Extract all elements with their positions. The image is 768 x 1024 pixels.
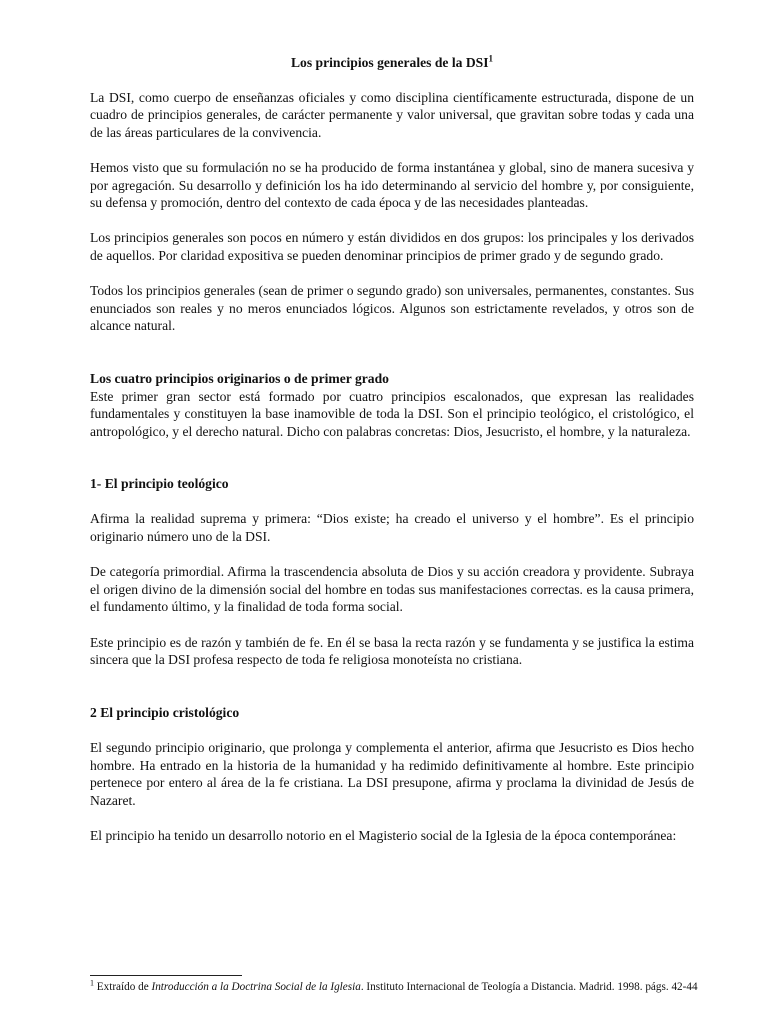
footnote-divider — [90, 975, 242, 976]
paragraph-principios-originarios: Este primer gran sector está formado por cuatro principios escalonados, que expresan las realidades fundamentales y constituyen la base inamovible de toda la DSI. Son el principio teológico, el cristológico, el antropológico, y el derecho natural. Dicho con palabras concretas: Dios, Jesucristo, el hombre, y la naturaleza. — [90, 388, 694, 439]
paragraph-teologico-3: Este principio es de razón y también de fe. En él se basa la recta razón y se fundamenta y se justifica la estima sincera que la DSI profesa respecto de toda fe religiosa monoteísta no cristiana. — [90, 634, 694, 668]
paragraph-cristologico-2: El principio ha tenido un desarrollo notorio en el Magisterio social de la Iglesia de la época contemporánea: — [90, 827, 677, 843]
footnote-book-title: Introducción a la Doctrina Social de la Iglesia — [151, 981, 361, 993]
paragraph-cristologico-1: El segundo principio originario, que prolonga y complementa el anterior, afirma que Jesucristo es Dios hecho hombre. Ha entrado en la historia de la humanidad y ha redimido definitivamente al hombre. Este principio pertenece por entero al área de la fe cristiana. La DSI presupone, afirma y proclama la divinidad de Jesús de Nazaret. — [90, 740, 694, 808]
heading-principio-teologico: 1- El principio teológico — [90, 476, 229, 492]
title-footnote-ref[interactable]: 1 — [488, 53, 493, 64]
footnote-prefix: Extraído de — [94, 981, 152, 993]
title-text: Los principios generales de la DSI — [290, 55, 489, 70]
intro-paragraph-1: La DSI, como cuerpo de enseñanzas oficiales y como disciplina científicamente estructurada, dispone de un cuadro de principios generales, de carácter permanente y valor universal, que gravitan sobre todas y cada una de las áreas particulares de la convivencia. — [90, 89, 694, 140]
document-title — [90, 54, 694, 72]
intro-paragraph-2: Hemos visto que su formulación no se ha producido de forma instantánea y global, sino de manera sucesiva y por agregación. Su desarrollo y definición los ha ido determinando al servicio del hombre y, por consiguiente, su defensa y promoción, dentro del contexto de cada época y de las necesidades planteadas. — [90, 159, 694, 211]
footnote-suffix: . Instituto Internacional de Teología a Distancia. Madrid. 1998. págs. 42-44 — [360, 981, 698, 993]
heading-principios-originarios: Los cuatro principios originarios o de primer grado — [90, 370, 389, 386]
paragraph-teologico-2: De categoría primordial. Afirma la trascendencia absoluta de Dios y su acción creadora y providente. Subraya el origen divino de la dimensión social del hombre en todas sus manifestaciones correctas. es la causa primera, el fundamento último, y la finalidad de toda forma social. — [90, 564, 694, 615]
document-body — [90, 54, 694, 862]
footnote-number: 1 — [90, 978, 94, 988]
intro-paragraph-3: Los principios generales son pocos en número y están divididos en dos grupos: los principales y los derivados de aquellos. Por claridad expositiva se pueden denominar principios de primer grado y de segundo grado. — [90, 230, 694, 263]
heading-principio-cristologico: 2 El principio cristológico — [90, 704, 240, 720]
footnote — [90, 979, 700, 996]
paragraph-teologico-1: Afirma la realidad suprema y primera: “Dios existe; ha creado el universo y el hombre”. Es el principio originario número uno de la DSI. — [90, 511, 694, 545]
intro-paragraph-4: Todos los principios generales (sean de primer o segundo grado) son universales, permanentes, constantes. Sus enunciados son reales y no meros enunciados lógicos. Algunos son estrictamente revelados, y otros son de alcance natural. — [90, 283, 694, 334]
